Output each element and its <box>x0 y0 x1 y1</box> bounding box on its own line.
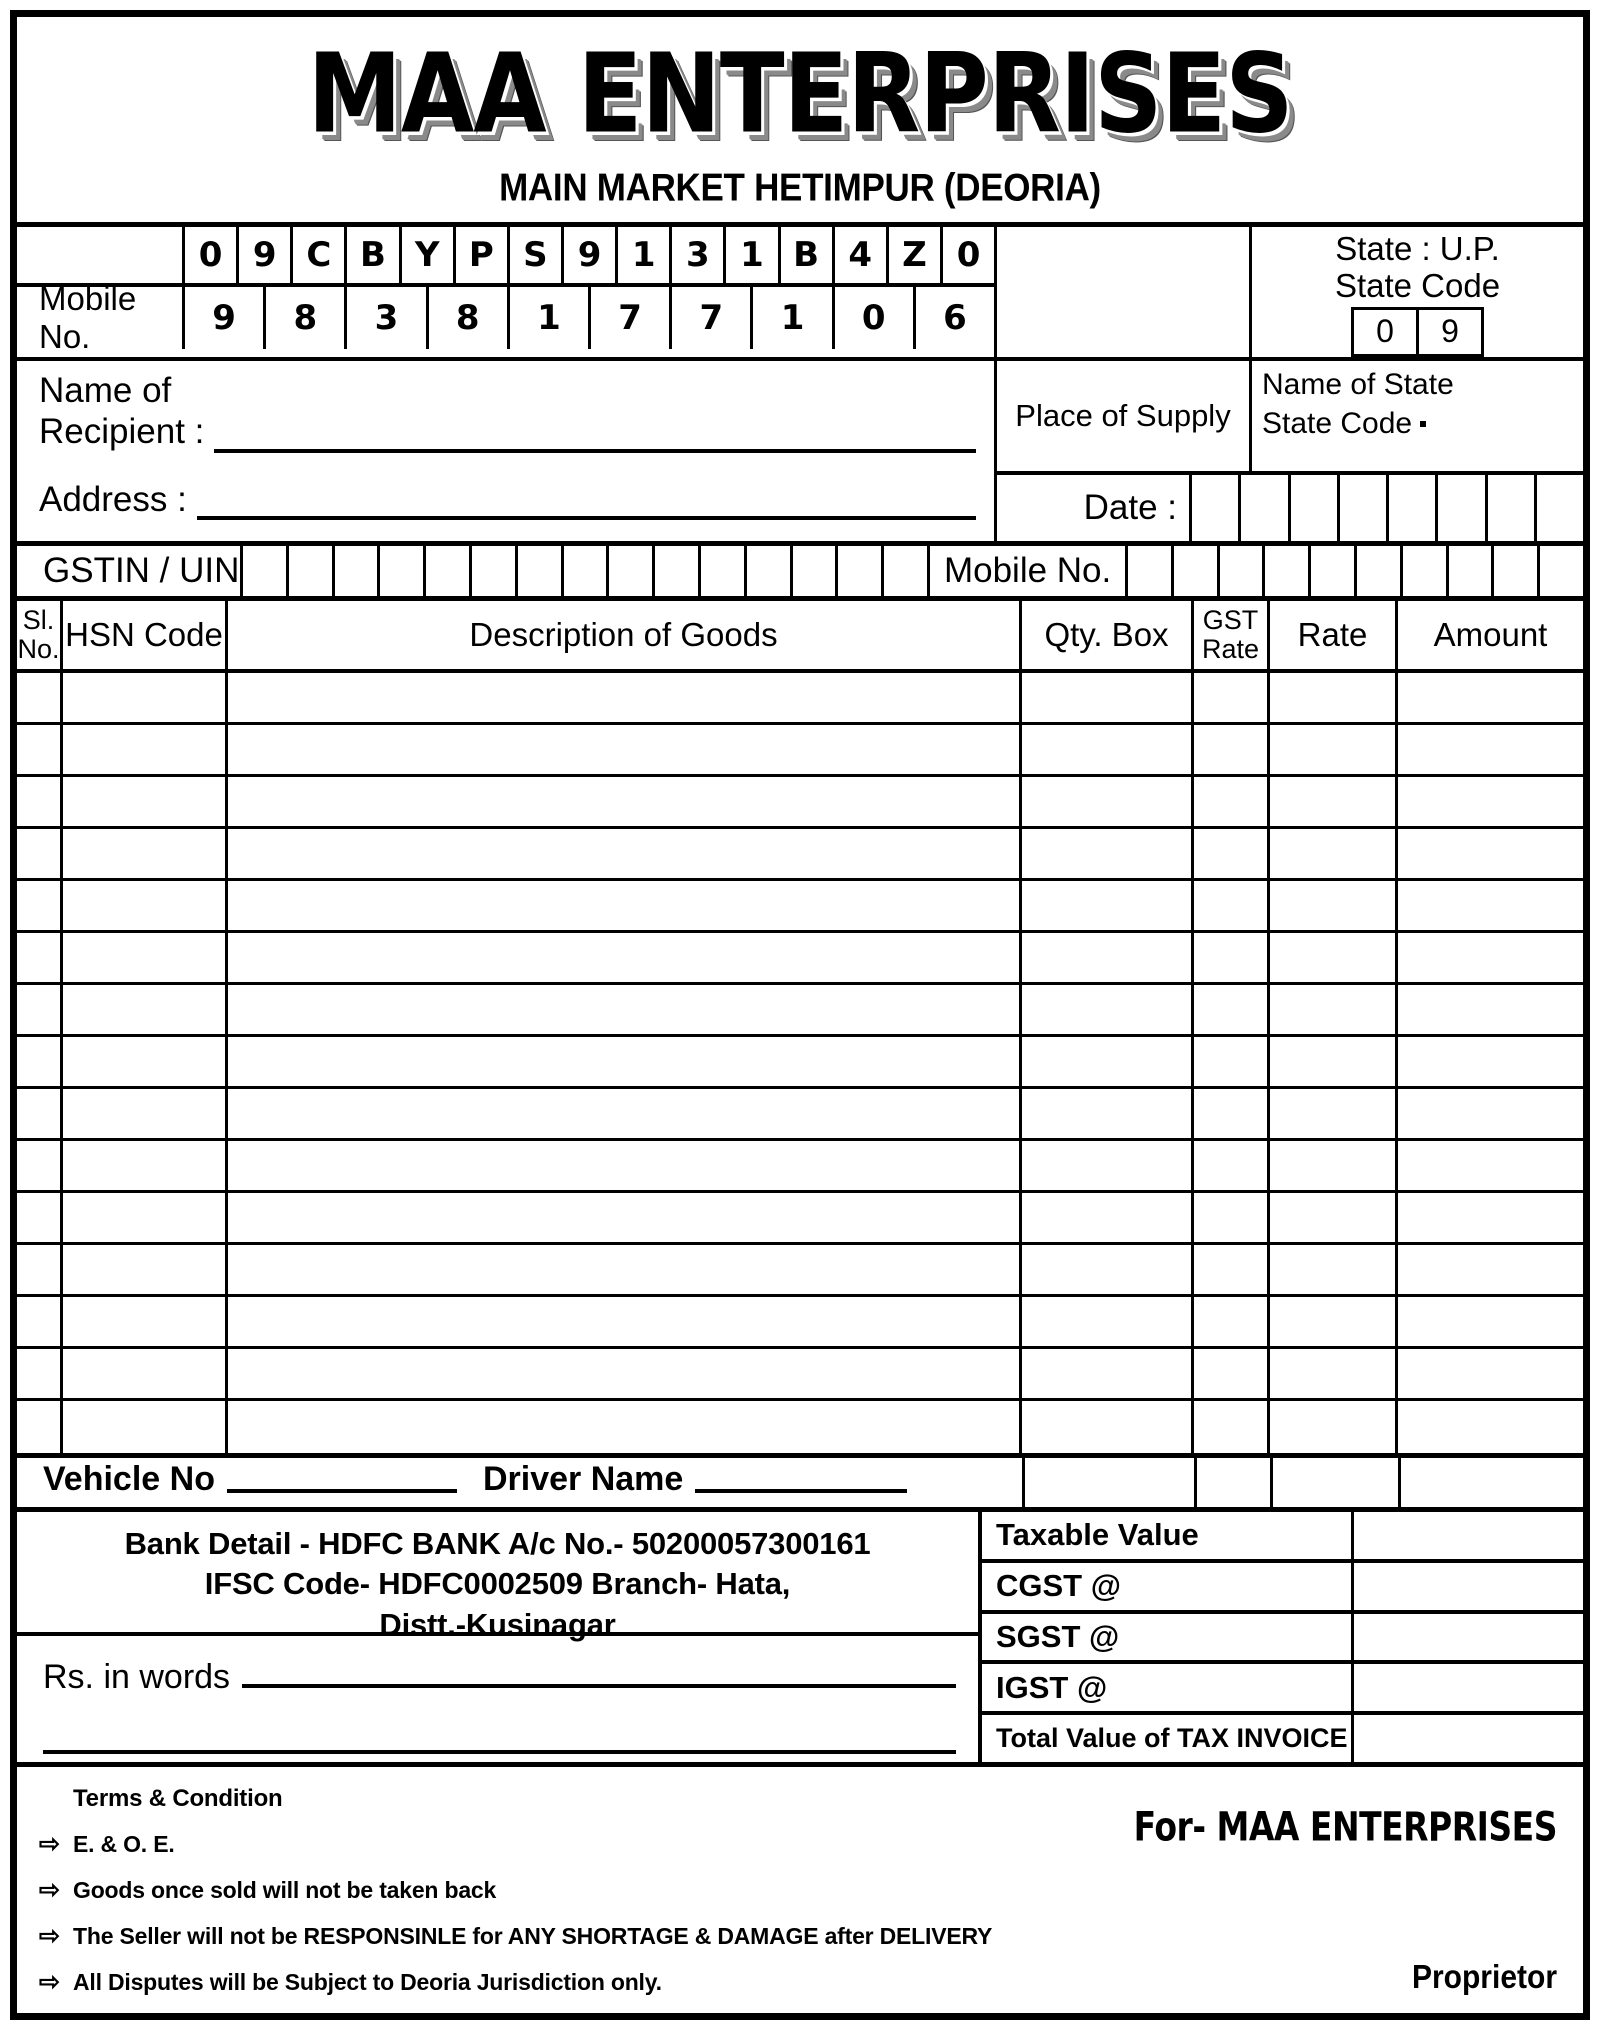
gstin-digit: 1 <box>726 227 780 283</box>
column-header-qty-box: Qty. Box <box>1022 601 1194 669</box>
tax-summary-row <box>982 1614 1583 1665</box>
cell-sl-no[interactable] <box>17 1401 63 1453</box>
vehicle-qty-spacer <box>1022 1458 1194 1507</box>
seller-mobile-digit: 9 <box>185 287 266 349</box>
cell-gst-rate[interactable] <box>1194 1141 1270 1190</box>
cell-description[interactable] <box>228 1297 1022 1346</box>
gstin-digit: P <box>456 227 510 283</box>
cell-rate[interactable] <box>1270 1401 1398 1453</box>
seller-mobile-digit: 0 <box>835 287 916 349</box>
cell-amount[interactable] <box>1398 673 1583 722</box>
cell-gst-rate[interactable] <box>1194 1349 1270 1398</box>
cell-rate[interactable] <box>1270 1089 1398 1138</box>
term-text: All Disputes will be Subject to Deoria Jurisdiction only. <box>73 1968 662 1995</box>
tax-value-total[interactable] <box>1354 1715 1583 1762</box>
cell-description[interactable] <box>228 777 1022 826</box>
buyer-state-code-boxes[interactable] <box>1420 421 1426 427</box>
tax-label-total: Total Value of TAX INVOICE <box>982 1715 1354 1762</box>
cell-rate[interactable] <box>1270 829 1398 878</box>
cell-gst-rate[interactable] <box>1194 1401 1270 1453</box>
proprietor-label: Proprietor <box>1411 1958 1557 1996</box>
cell-rate[interactable] <box>1270 1141 1398 1190</box>
vehicle-gst-spacer <box>1194 1458 1270 1507</box>
seller-mobile-digit: 7 <box>591 287 672 349</box>
cell-description[interactable] <box>228 725 1022 774</box>
cell-sl-no[interactable] <box>17 881 63 930</box>
gstin-digit: 1 <box>618 227 672 283</box>
column-header-sl-line2: No. <box>17 633 60 664</box>
gstin-digit: C <box>293 227 347 283</box>
company-address: MAIN MARKET HETIMPUR (DEORIA) <box>499 165 1101 210</box>
cell-rate[interactable] <box>1270 1193 1398 1242</box>
cell-rate[interactable] <box>1270 1037 1398 1086</box>
name-of-state-label: Name of State <box>1262 367 1454 401</box>
cell-gst-rate[interactable] <box>1194 985 1270 1034</box>
column-header-rate: Rate <box>1270 601 1398 669</box>
cell-gst-rate[interactable] <box>1194 673 1270 722</box>
cell-description[interactable] <box>228 829 1022 878</box>
tax-label-cgst: CGST @ <box>982 1563 1354 1610</box>
cell-hsn[interactable] <box>63 1037 228 1086</box>
cell-sl-no[interactable] <box>17 777 63 826</box>
invoice-bill <box>10 10 1590 2020</box>
gstin-uin-box[interactable] <box>655 546 701 596</box>
recipient-strip <box>17 361 1583 546</box>
supply-and-date-block <box>997 361 1583 541</box>
cell-sl-no[interactable] <box>17 1141 63 1190</box>
date-row <box>997 475 1583 541</box>
cell-amount[interactable] <box>1398 1245 1583 1294</box>
cell-rate[interactable] <box>1270 881 1398 930</box>
driver-name-rule[interactable] <box>695 1489 907 1493</box>
term-text: Goods once sold will not be taken back <box>73 1876 497 1903</box>
recipient-address-rule[interactable] <box>197 510 976 520</box>
column-header-sl-no <box>17 601 63 669</box>
cell-sl-no[interactable] <box>17 1297 63 1346</box>
cell-gst-rate[interactable] <box>1194 933 1270 982</box>
cell-amount[interactable] <box>1398 1141 1583 1190</box>
date-box[interactable] <box>1537 475 1583 541</box>
tax-summary-row <box>982 1512 1583 1563</box>
bank-detail-line-2: IFSC Code- HDFC0002509 Branch- Hata, <box>204 1566 791 1602</box>
cell-description[interactable] <box>228 1037 1022 1086</box>
cell-description[interactable] <box>228 1245 1022 1294</box>
column-header-hsn-code: HSN Code <box>63 601 228 669</box>
cell-qty[interactable] <box>1022 933 1194 982</box>
cell-description[interactable] <box>228 1089 1022 1138</box>
date-box[interactable] <box>1192 475 1241 541</box>
term-item <box>39 1921 1113 1951</box>
cell-qty[interactable] <box>1022 673 1194 722</box>
buyer-mobile-box[interactable] <box>1174 546 1220 596</box>
recipient-name-of-label: Name of <box>39 370 172 410</box>
tax-label-taxable-value: Taxable Value <box>982 1512 1354 1559</box>
gstin-digit: S <box>510 227 564 283</box>
terms-and-conditions <box>17 1785 1113 2013</box>
cell-sl-no[interactable] <box>17 1037 63 1086</box>
table-row[interactable] <box>17 725 1583 777</box>
cell-qty[interactable] <box>1022 1089 1194 1138</box>
gstin-uin-box[interactable] <box>426 546 472 596</box>
gstin-uin-box[interactable] <box>472 546 518 596</box>
gstin-digit: 9 <box>239 227 293 283</box>
table-row[interactable] <box>17 673 1583 725</box>
gstin-digit: B <box>781 227 835 283</box>
cell-hsn[interactable] <box>63 1245 228 1294</box>
tax-value-taxable-value[interactable] <box>1354 1512 1583 1559</box>
date-box[interactable] <box>1438 475 1487 541</box>
gstin-leading-blank <box>17 227 185 283</box>
seller-mobile-digit: 8 <box>266 287 347 349</box>
buyer-mobile-box[interactable] <box>1311 546 1357 596</box>
term-item <box>39 1967 1113 1997</box>
terms-title: Terms & Condition <box>73 1785 283 1812</box>
cell-sl-no[interactable] <box>17 673 63 722</box>
cell-amount[interactable] <box>1398 881 1583 930</box>
cell-amount[interactable] <box>1398 725 1583 774</box>
buyer-mobile-box[interactable] <box>1128 546 1174 596</box>
gstin-middle-blank <box>997 227 1252 357</box>
cell-rate[interactable] <box>1270 1349 1398 1398</box>
cell-hsn[interactable] <box>63 933 228 982</box>
term-text: E. & O. E. <box>73 1830 175 1857</box>
gstin-left-block <box>17 227 997 357</box>
cell-rate[interactable] <box>1270 673 1398 722</box>
cell-amount[interactable] <box>1398 777 1583 826</box>
table-row[interactable] <box>17 777 1583 829</box>
gstin-digit: B <box>347 227 401 283</box>
cell-description[interactable] <box>228 1193 1022 1242</box>
buyer-mobile-box[interactable] <box>1220 546 1266 596</box>
buyer-state-code-label: State Code <box>1262 406 1413 440</box>
place-of-supply-row <box>997 361 1583 475</box>
cell-sl-no[interactable] <box>17 1349 63 1398</box>
column-header-gst-line1: GST <box>1202 605 1259 636</box>
seller-mobile-digit: 7 <box>672 287 753 349</box>
cell-qty[interactable] <box>1022 1297 1194 1346</box>
cell-amount[interactable] <box>1398 933 1583 982</box>
term-item <box>39 1875 1113 1905</box>
table-row[interactable] <box>17 1401 1583 1453</box>
tax-label-igst: IGST @ <box>982 1664 1354 1711</box>
gstin-uin-label: GSTIN / UIN <box>17 546 243 596</box>
cell-rate[interactable] <box>1270 985 1398 1034</box>
cell-rate[interactable] <box>1270 1245 1398 1294</box>
cell-amount[interactable] <box>1398 1297 1583 1346</box>
term-item <box>39 1829 1113 1859</box>
cell-sl-no[interactable] <box>17 985 63 1034</box>
tax-value-cgst[interactable] <box>1354 1563 1583 1610</box>
cell-hsn[interactable] <box>63 1089 228 1138</box>
bank-and-tax-strip <box>17 1512 1583 1767</box>
goods-table-header <box>17 601 1583 673</box>
seller-state-code-digit: 0 <box>1354 310 1419 354</box>
cell-description[interactable] <box>228 881 1022 930</box>
invoice-header <box>17 17 1583 227</box>
gstin-digit: 0 <box>185 227 239 283</box>
vehicle-driver-fields <box>17 1458 1022 1507</box>
table-row[interactable] <box>17 985 1583 1037</box>
cell-qty[interactable] <box>1022 1245 1194 1294</box>
cell-qty[interactable] <box>1022 725 1194 774</box>
seller-mobile-label: Mobile No. <box>17 287 185 349</box>
cell-hsn[interactable] <box>63 1349 228 1398</box>
cell-qty[interactable] <box>1022 829 1194 878</box>
recipient-details <box>17 361 997 541</box>
cell-hsn[interactable] <box>63 985 228 1034</box>
cell-description[interactable] <box>228 1401 1022 1453</box>
cell-gst-rate[interactable] <box>1194 1297 1270 1346</box>
goods-table-body <box>17 673 1583 1453</box>
column-header-amount: Amount <box>1433 615 1548 653</box>
buyer-state-block <box>1252 361 1583 471</box>
arrow-right-icon: ⇨ <box>39 1968 60 1996</box>
tax-value-igst[interactable] <box>1354 1664 1583 1711</box>
cell-amount[interactable] <box>1398 1089 1583 1138</box>
tax-summary-row <box>982 1715 1583 1762</box>
table-row[interactable] <box>17 933 1583 985</box>
gstin-uin-box[interactable] <box>884 546 930 596</box>
company-name: MAA ENTERPRISES <box>307 30 1293 158</box>
seller-mobile-digit: 3 <box>347 287 428 349</box>
cell-hsn[interactable] <box>63 1141 228 1190</box>
cell-description[interactable] <box>228 673 1022 722</box>
recipient-name-rule[interactable] <box>214 443 976 453</box>
cell-gst-rate[interactable] <box>1194 829 1270 878</box>
tax-summary-row <box>982 1664 1583 1715</box>
column-header-gst-line2: Rate <box>1201 633 1260 664</box>
recipient-label: Recipient : <box>39 412 205 452</box>
cell-gst-rate[interactable] <box>1194 725 1270 774</box>
cell-qty[interactable] <box>1022 985 1194 1034</box>
cell-hsn[interactable] <box>63 881 228 930</box>
amount-in-words-block <box>17 1636 978 1762</box>
arrow-right-icon: ⇨ <box>39 1876 60 1904</box>
date-box[interactable] <box>1488 475 1537 541</box>
cell-hsn[interactable] <box>63 829 228 878</box>
cell-hsn[interactable] <box>63 1297 228 1346</box>
tax-value-sgst[interactable] <box>1354 1614 1583 1661</box>
gstin-uin-box[interactable] <box>518 546 564 596</box>
gstin-digit: Z <box>889 227 943 283</box>
goods-table <box>17 601 1583 1453</box>
cell-gst-rate[interactable] <box>1194 881 1270 930</box>
seller-mobile-digit: 8 <box>429 287 510 349</box>
cell-description[interactable] <box>228 1349 1022 1398</box>
gstin-digit: 4 <box>835 227 889 283</box>
gstin-uin-box[interactable] <box>747 546 793 596</box>
gstin-uin-box[interactable] <box>564 546 610 596</box>
buyer-mobile-label: Mobile No. <box>930 546 1128 596</box>
seller-state-code-digit: 9 <box>1441 313 1459 350</box>
seller-state-code-label: State Code <box>1334 266 1501 304</box>
cell-amount[interactable] <box>1398 829 1583 878</box>
gstin-digit: 9 <box>564 227 618 283</box>
table-row[interactable] <box>17 1089 1583 1141</box>
term-text: The Seller will not be RESPONSINLE for ANY SHORTAGE & DAMAGE after DELIVERY <box>73 1922 993 1949</box>
bank-detail-line-3: Distt.-Kusinagar <box>379 1606 616 1642</box>
table-row[interactable] <box>17 1297 1583 1349</box>
driver-name-label: Driver Name <box>482 1460 684 1498</box>
cell-sl-no[interactable] <box>17 829 63 878</box>
cell-rate[interactable] <box>1270 933 1398 982</box>
gstin-digit: Y <box>402 227 456 283</box>
buyer-mobile-box[interactable] <box>1494 546 1540 596</box>
cell-hsn[interactable] <box>63 777 228 826</box>
seller-state-code-boxes <box>1351 307 1484 357</box>
buyer-mobile-box[interactable] <box>1357 546 1403 596</box>
cell-amount[interactable] <box>1398 1193 1583 1242</box>
column-header-gst-rate <box>1194 601 1270 669</box>
recipient-name-line <box>39 411 994 452</box>
cell-rate[interactable] <box>1270 777 1398 826</box>
vehicle-no-label: Vehicle No <box>43 1460 215 1498</box>
cell-qty[interactable] <box>1022 777 1194 826</box>
buyer-mobile-box[interactable] <box>1265 546 1311 596</box>
gstin-uin-box[interactable] <box>243 546 289 596</box>
cell-sl-no[interactable] <box>17 1089 63 1138</box>
seller-state-name: State : U.P. <box>1335 229 1500 267</box>
cell-rate[interactable] <box>1270 1297 1398 1346</box>
vehicle-strip <box>17 1453 1583 1512</box>
rs-in-words-rule-1[interactable] <box>242 1680 956 1688</box>
cell-hsn[interactable] <box>63 673 228 722</box>
vehicle-no-rule[interactable] <box>227 1489 457 1493</box>
cell-qty[interactable] <box>1022 1037 1194 1086</box>
cell-sl-no[interactable] <box>17 1193 63 1242</box>
cell-hsn[interactable] <box>63 1401 228 1453</box>
rs-in-words-line <box>43 1658 978 1697</box>
seller-mobile-row <box>17 279 994 355</box>
date-box[interactable] <box>1340 475 1389 541</box>
recipient-address-line <box>39 479 994 520</box>
cell-qty[interactable] <box>1022 1193 1194 1242</box>
tax-label-sgst: SGST @ <box>982 1614 1354 1661</box>
seller-mobile-digit: 1 <box>753 287 834 349</box>
cell-sl-no[interactable] <box>17 1245 63 1294</box>
table-row[interactable] <box>17 1245 1583 1297</box>
bank-detail-line-1: Bank Detail - HDFC BANK A/c No.- 50200057300161 <box>124 1526 871 1561</box>
tax-summary-row <box>982 1563 1583 1614</box>
buyer-mobile-box[interactable] <box>1403 546 1449 596</box>
arrow-right-icon: ⇨ <box>39 1922 60 1950</box>
cell-gst-rate[interactable] <box>1194 1037 1270 1086</box>
vehicle-rate-spacer <box>1270 1458 1398 1507</box>
recipient-address-label: Address : <box>39 479 187 519</box>
bank-details <box>17 1512 978 1642</box>
bank-details-block <box>17 1512 982 1762</box>
gstin-digits-row <box>17 227 994 287</box>
cell-qty[interactable] <box>1022 881 1194 930</box>
cell-gst-rate[interactable] <box>1194 1089 1270 1138</box>
cell-amount[interactable] <box>1398 1037 1583 1086</box>
cell-qty[interactable] <box>1022 1349 1194 1398</box>
seller-mobile-digit: 1 <box>510 287 591 349</box>
gstin-digit: 0 <box>956 234 981 275</box>
table-row[interactable] <box>17 1193 1583 1245</box>
gstin-strip <box>17 227 1583 361</box>
date-label: Date : <box>997 475 1192 541</box>
table-row[interactable] <box>17 829 1583 881</box>
rs-in-words-rule-2[interactable] <box>43 1750 956 1754</box>
date-box[interactable] <box>1389 475 1438 541</box>
cell-description[interactable] <box>228 985 1022 1034</box>
table-row[interactable] <box>17 881 1583 933</box>
tax-summary <box>982 1512 1583 1762</box>
date-box[interactable] <box>1291 475 1340 541</box>
cell-hsn[interactable] <box>63 725 228 774</box>
vehicle-amount-spacer <box>1398 1458 1583 1507</box>
cell-gst-rate[interactable] <box>1194 777 1270 826</box>
buyer-state-code-line <box>1262 407 1583 441</box>
signature-area <box>1113 1785 1583 2013</box>
seller-state-block <box>1252 227 1583 357</box>
buyer-gstin-strip <box>17 546 1583 601</box>
date-box[interactable] <box>1241 475 1290 541</box>
seller-mobile-digit: 6 <box>943 297 967 338</box>
table-row[interactable] <box>17 1349 1583 1401</box>
table-row[interactable] <box>17 1037 1583 1089</box>
cell-gst-rate[interactable] <box>1194 1193 1270 1242</box>
cell-rate[interactable] <box>1270 725 1398 774</box>
gstin-uin-box[interactable] <box>380 546 426 596</box>
column-header-sl-line1: Sl. <box>22 605 55 636</box>
for-company-label: For- MAA ENTERPRISES <box>1133 1802 1557 1851</box>
cell-sl-no[interactable] <box>17 725 63 774</box>
cell-qty[interactable] <box>1022 1141 1194 1190</box>
invoice-footer <box>17 1767 1583 2013</box>
gstin-uin-box[interactable] <box>335 546 381 596</box>
gstin-uin-box[interactable] <box>289 546 335 596</box>
arrow-right-icon: ⇨ <box>39 1830 60 1858</box>
cell-amount[interactable] <box>1398 1401 1583 1453</box>
rs-in-words-label: Rs. in words <box>43 1658 231 1696</box>
column-header-description: Description of Goods <box>228 601 1022 669</box>
cell-hsn[interactable] <box>63 1193 228 1242</box>
gstin-uin-box[interactable] <box>701 546 747 596</box>
gstin-uin-box[interactable] <box>609 546 655 596</box>
gstin-uin-box[interactable] <box>838 546 884 596</box>
gstin-digit: 3 <box>672 227 726 283</box>
cell-gst-rate[interactable] <box>1194 1245 1270 1294</box>
cell-amount[interactable] <box>1398 985 1583 1034</box>
buyer-mobile-box[interactable] <box>1449 546 1495 596</box>
cell-qty[interactable] <box>1022 1401 1194 1453</box>
cell-description[interactable] <box>228 933 1022 982</box>
cell-amount[interactable] <box>1398 1349 1583 1398</box>
gstin-uin-box[interactable] <box>793 546 839 596</box>
table-row[interactable] <box>17 1141 1583 1193</box>
cell-sl-no[interactable] <box>17 933 63 982</box>
buyer-mobile-box[interactable] <box>1540 546 1583 596</box>
place-of-supply-label: Place of Supply <box>997 361 1252 471</box>
cell-description[interactable] <box>228 1141 1022 1190</box>
